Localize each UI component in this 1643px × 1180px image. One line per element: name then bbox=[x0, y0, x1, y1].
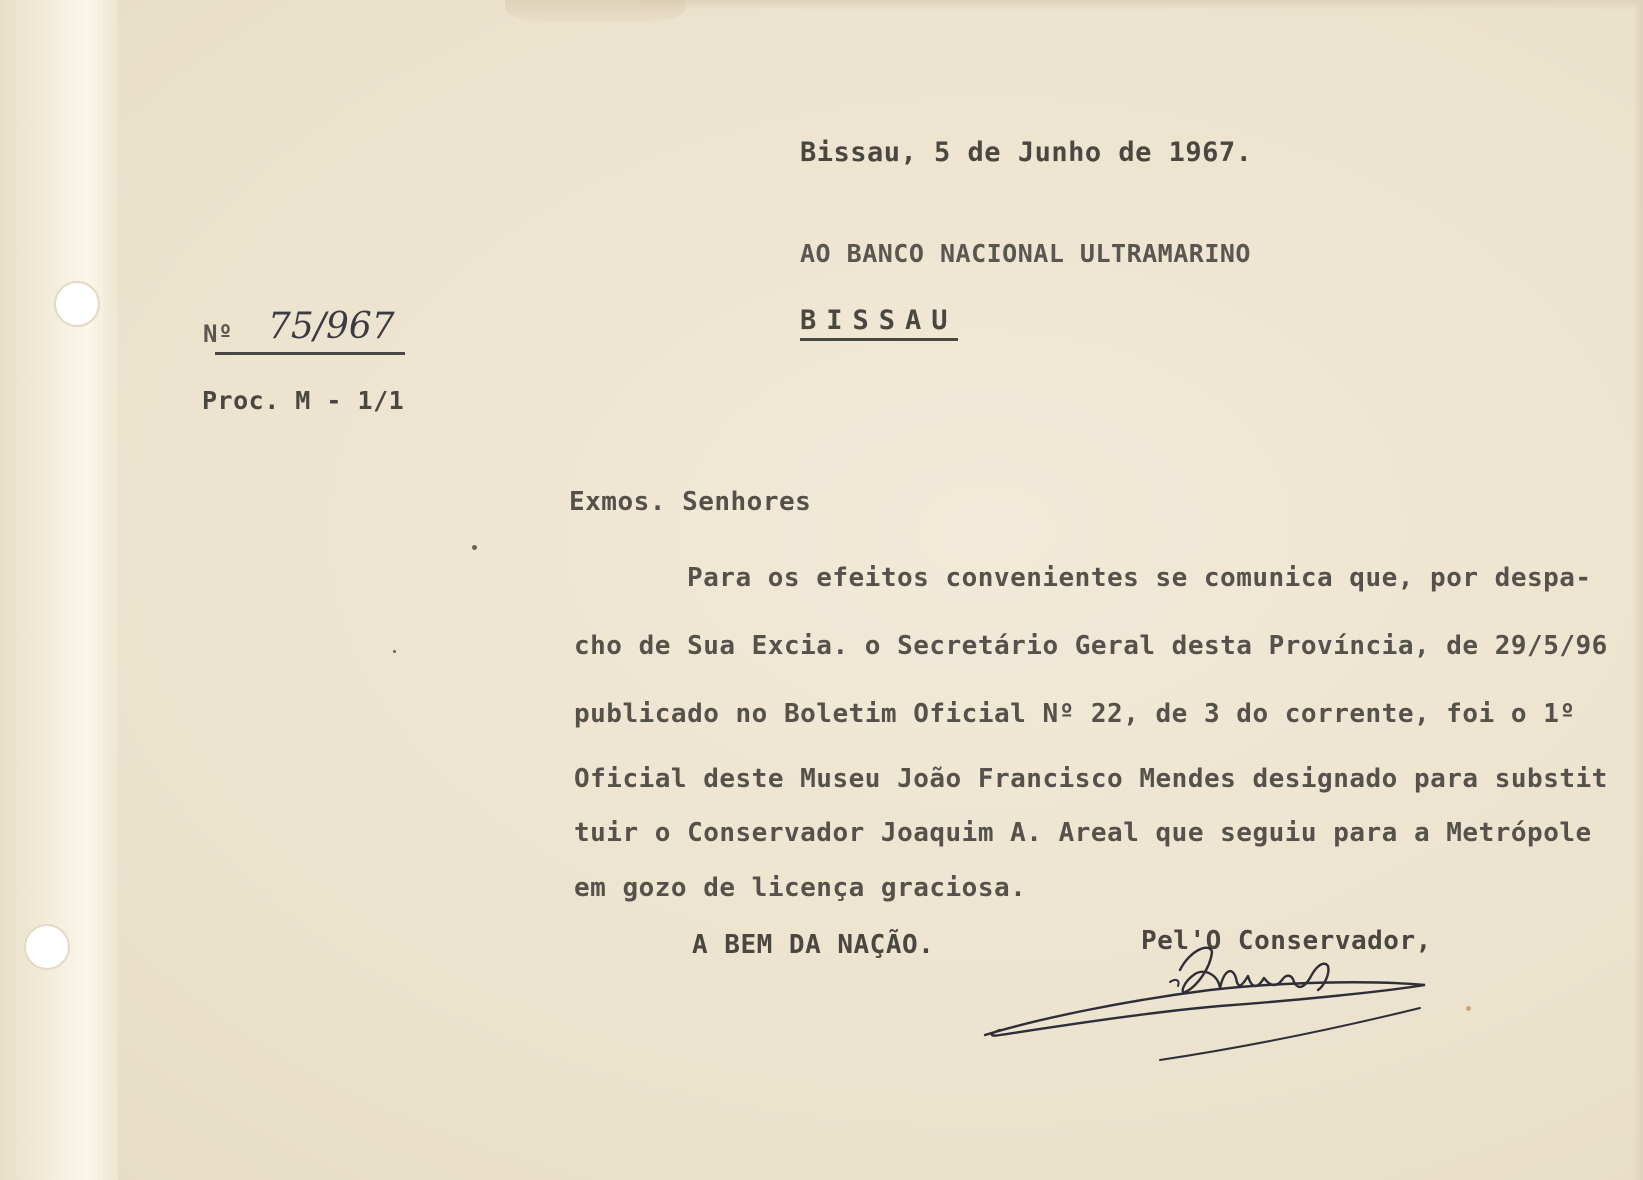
salutation: Exmos. Senhores bbox=[569, 487, 812, 517]
torn-top-edge bbox=[505, 0, 685, 22]
handwritten-signature bbox=[980, 930, 1440, 1070]
closing-formula: A BEM DA NAÇÃO. bbox=[692, 930, 935, 960]
body-line: tuir o Conservador Joaquim A. Areal que seguiu para a Metrópole bbox=[574, 818, 1592, 848]
punch-hole-top bbox=[56, 283, 98, 325]
signoff: Pel'O Conservador, bbox=[1141, 926, 1432, 956]
fold-line bbox=[100, 0, 102, 1180]
paper-speck bbox=[472, 545, 477, 550]
reference-label: Nº bbox=[203, 320, 233, 348]
punch-hole-bottom bbox=[26, 926, 68, 968]
recipient-line: AO BANCO NACIONAL ULTRAMARINO bbox=[800, 239, 1251, 268]
place-date: Bissau, 5 de Junho de 1967. bbox=[800, 137, 1253, 168]
paper-speck bbox=[1466, 1006, 1471, 1011]
body-line: publicado no Boletim Oficial Nº 22, de 3 do corrente, foi o 1º bbox=[574, 699, 1576, 729]
body-line: em gozo de licença graciosa. bbox=[574, 873, 1027, 903]
top-edge-shadow bbox=[640, 0, 1643, 10]
right-edge-shadow bbox=[1633, 0, 1643, 1180]
body-line: Para os efeitos convenientes se comunica que, por despa- bbox=[687, 563, 1592, 593]
body-line: cho de Sua Excia. o Secretário Geral desta Província, de 29/5/96 bbox=[574, 631, 1608, 661]
reference-number: 75/967 bbox=[268, 306, 395, 347]
process-reference: Proc. M - 1/1 bbox=[202, 386, 405, 415]
reference-underline bbox=[215, 352, 405, 355]
recipient-city: BISSAU bbox=[800, 305, 958, 341]
body-line: Oficial deste Museu João Francisco Mendes designado para substit bbox=[574, 764, 1608, 794]
paper-speck bbox=[393, 650, 396, 653]
